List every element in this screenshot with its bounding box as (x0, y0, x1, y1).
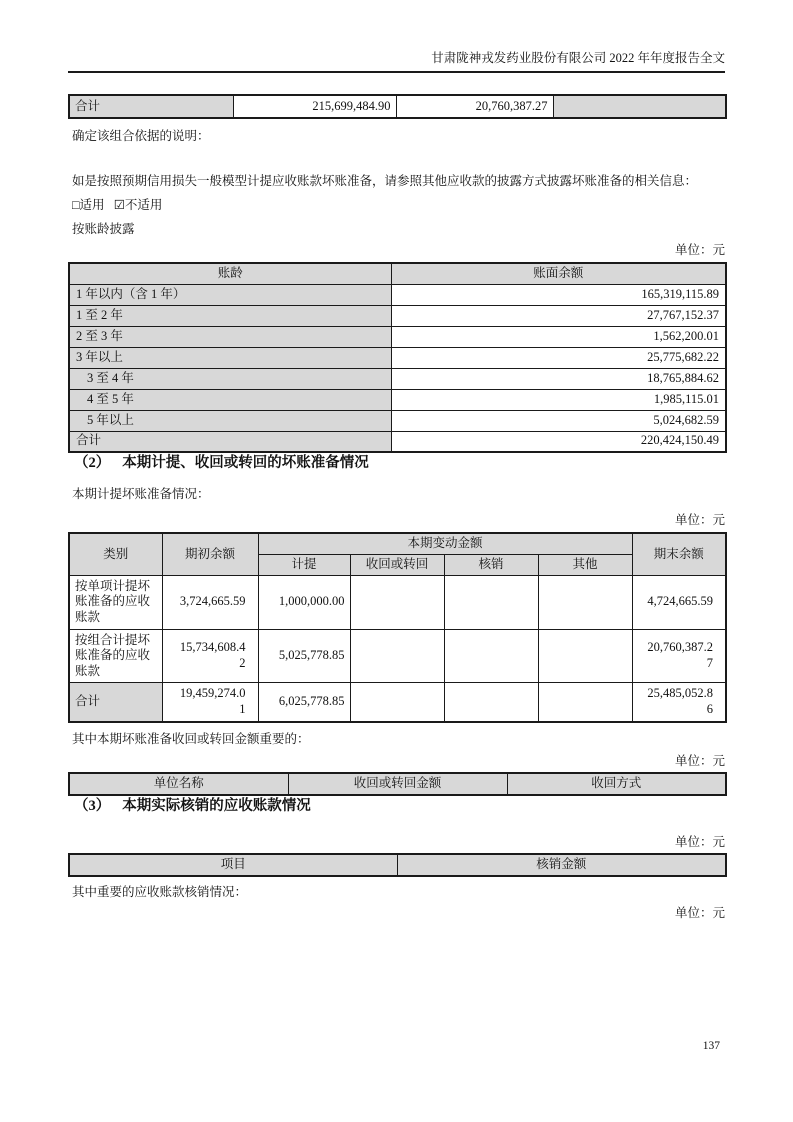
writeoff-header-item: 项目 (69, 854, 397, 876)
provision-intro-note: 本期计提坏账准备情况： (72, 487, 210, 501)
aging-total-value: 220,424,150.49 (391, 431, 726, 452)
applicability-options (72, 197, 725, 213)
provision-ending: 4,724,665.59 (632, 575, 726, 629)
section2-title: 本期计提、收回或转回的坏账准备情况 (122, 455, 369, 471)
aging-value: 18,765,884.62 (391, 368, 726, 389)
provision-header-row-1 (69, 533, 726, 554)
provision-table (68, 532, 727, 723)
provision-provision: 1,000,000.00 (258, 575, 350, 629)
provision-header-provision: 计提 (258, 554, 350, 575)
aging-table (68, 262, 727, 453)
provision-header-other: 其他 (538, 554, 632, 575)
aging-value: 165,319,115.89 (391, 284, 726, 305)
section2-number: （2） (74, 455, 111, 471)
aging-value: 5,024,682.59 (391, 410, 726, 431)
aging-row (69, 326, 726, 347)
page-content (68, 0, 725, 921)
aging-row (69, 368, 726, 389)
aging-header-row (69, 263, 726, 284)
section2-heading (74, 453, 725, 473)
section3-number: （3） (74, 797, 111, 814)
provision-other (538, 629, 632, 683)
section3-heading (74, 796, 725, 816)
provision-header-beginning: 期初余额 (162, 533, 258, 575)
provision-recover (350, 629, 444, 683)
aging-row (69, 347, 726, 368)
provision-beginning: 15,734,608.42 (162, 629, 258, 683)
aging-value: 1,562,200.01 (391, 326, 726, 347)
provision-total-row (69, 683, 726, 722)
aging-row (69, 410, 726, 431)
aging-total-label: 合计 (69, 431, 391, 452)
recovery-header-row (69, 773, 726, 795)
recovery-table (68, 772, 727, 796)
provision-header-writeoff: 核销 (444, 554, 538, 575)
provision-row (69, 575, 726, 629)
aging-header-balance: 账面余额 (391, 263, 726, 284)
aging-value: 27,767,152.37 (391, 305, 726, 326)
important-writeoff-note: 其中重要的应收账款核销情况： (72, 884, 248, 899)
provision-header-ending: 期末余额 (632, 533, 726, 575)
aging-disclosure-label: 按账龄披露 (72, 222, 135, 236)
provision-header-change-group: 本期变动金额 (258, 533, 632, 554)
aging-label: 4 至 5 年 (69, 389, 391, 410)
aging-value: 1,985,115.01 (391, 389, 726, 410)
unit-label: 单位：元 (674, 243, 725, 257)
provision-writeoff (444, 629, 538, 683)
aging-row (69, 305, 726, 326)
unit-label: 单位：元 (674, 753, 725, 768)
unit-label: 单位：元 (674, 905, 725, 920)
writeoff-header-amount: 核销金额 (397, 854, 726, 876)
aging-label: 3 年以上 (69, 347, 391, 368)
recovery-note: 其中本期坏账准备收回或转回金额重要的： (72, 731, 310, 746)
provision-writeoff (444, 575, 538, 629)
summary-table (68, 94, 727, 119)
provision-provision: 6,025,778.85 (258, 683, 350, 722)
recovery-header-entity: 单位名称 (69, 773, 288, 795)
aging-label: 1 年以内（含 1 年） (69, 284, 391, 305)
aging-value: 25,775,682.22 (391, 347, 726, 368)
provision-ending: 20,760,387.27 (632, 629, 726, 683)
provision-beginning: 19,459,274.01 (162, 683, 258, 722)
provision-writeoff (444, 683, 538, 722)
document-header (68, 0, 725, 73)
checkbox-applicable: □适用 (72, 198, 105, 212)
summary-balance-value: 215,699,484.90 (233, 95, 396, 118)
provision-total-label: 合计 (69, 683, 162, 722)
writeoff-header-row (69, 854, 726, 876)
provision-recover (350, 575, 444, 629)
aging-row (69, 389, 726, 410)
provision-header-recover: 收回或转回 (350, 554, 444, 575)
summary-total-label: 合计 (69, 95, 233, 118)
provision-category: 按单项计提坏账准备的应收账款 (69, 575, 162, 629)
aging-row (69, 284, 726, 305)
writeoff-table (68, 853, 727, 877)
document-header-title: 甘肃陇神戎发药业股份有限公司 2022 年年度报告全文 (431, 51, 725, 65)
page-number: 137 (702, 1040, 720, 1052)
aging-header-age: 账龄 (69, 263, 391, 284)
basis-note: 确定该组合依据的说明： (72, 129, 210, 143)
summary-empty-cell (553, 95, 726, 118)
summary-total-row (69, 95, 726, 118)
provision-category: 按组合计提坏账准备的应收账款 (69, 629, 162, 683)
summary-provision-value: 20,760,387.27 (396, 95, 553, 118)
recovery-header-amount: 收回或转回金额 (288, 773, 507, 795)
aging-label: 5 年以上 (69, 410, 391, 431)
provision-beginning: 3,724,665.59 (162, 575, 258, 629)
aging-label: 1 至 2 年 (69, 305, 391, 326)
aging-total-row (69, 431, 726, 452)
section3-title: 本期实际核销的应收账款情况 (122, 797, 311, 814)
unit-label: 单位：元 (674, 834, 725, 849)
recovery-header-method: 收回方式 (507, 773, 726, 795)
aging-label: 3 至 4 年 (69, 368, 391, 389)
provision-provision: 5,025,778.85 (258, 629, 350, 683)
provision-other (538, 683, 632, 722)
aging-label: 2 至 3 年 (69, 326, 391, 347)
provision-row (69, 629, 726, 683)
ecl-note: 如是按照预期信用损失一般模型计提应收账款坏账准备，请参照其他应收款的披露方式披露坏账准备的相关信息： (72, 174, 698, 188)
checkbox-not-applicable: ☑不适用 (113, 198, 163, 212)
provision-recover (350, 683, 444, 722)
provision-header-category: 类别 (69, 533, 162, 575)
provision-other (538, 575, 632, 629)
provision-ending: 25,485,052.86 (632, 683, 726, 722)
unit-label: 单位：元 (674, 513, 725, 527)
